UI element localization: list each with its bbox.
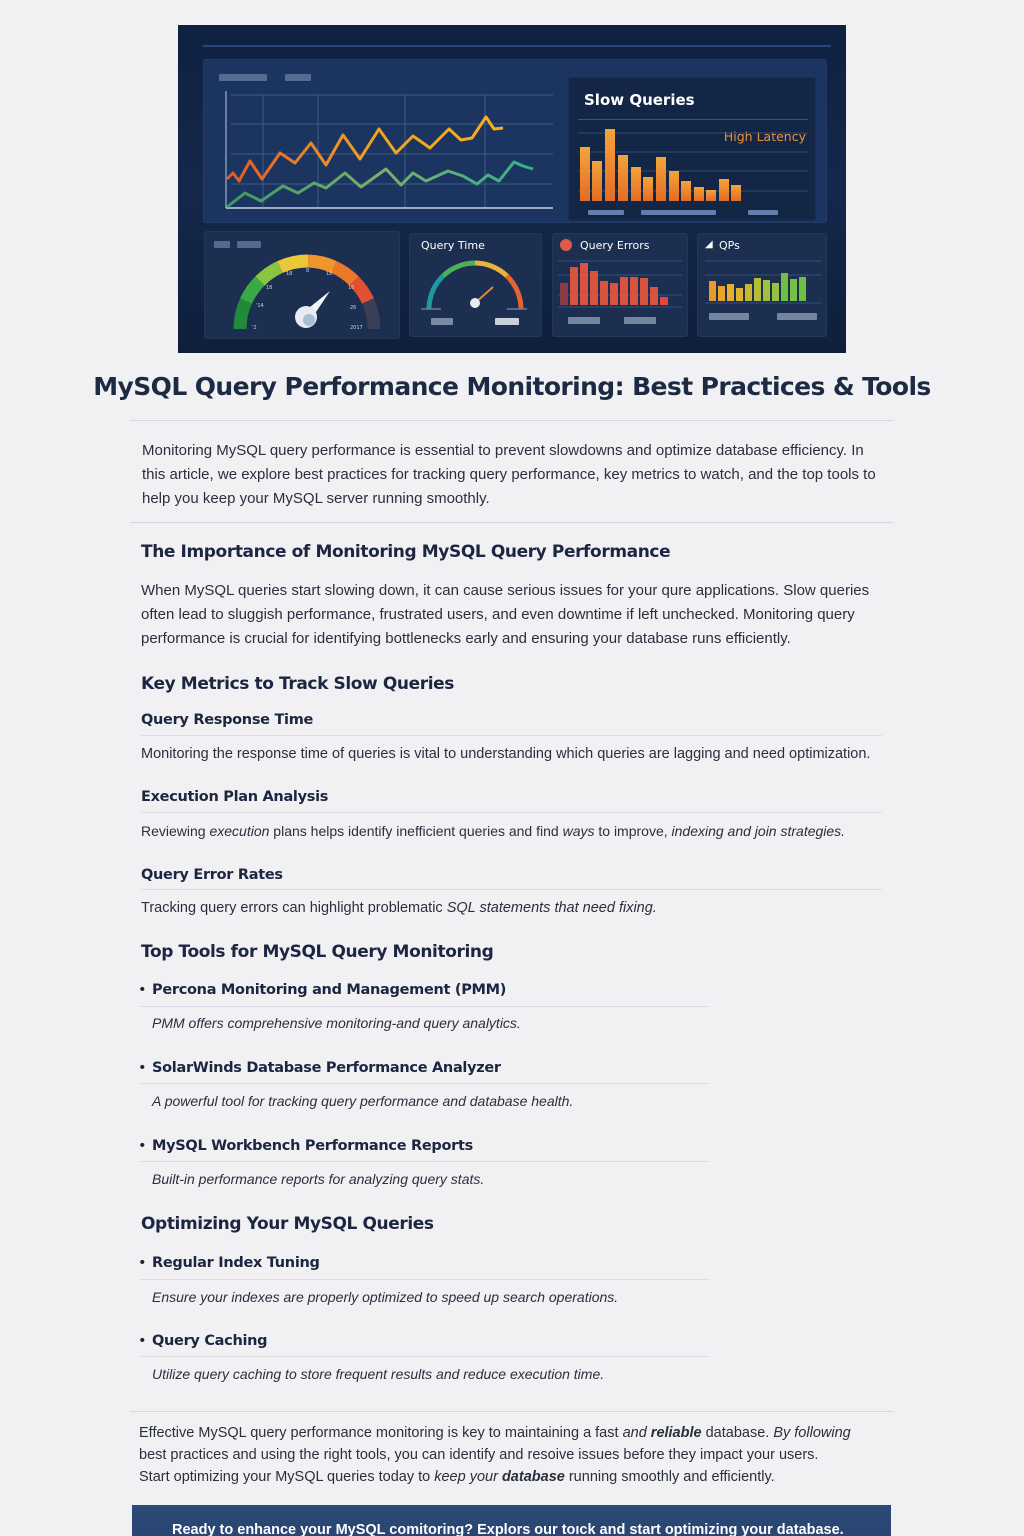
query-errors-title: Query Errors [580,239,650,252]
qps-panel [697,233,827,337]
placeholder-label [219,74,267,81]
query-errors-panel [552,233,688,337]
importance-paragraph: When MySQL queries start slowing down, it can cause serious issues for your qure applications. Slow queries often lead to sluggish performance, frustrated users, and even downtime if left unchecked. Monitoring query performance is crucial for identifying bottlenecks early and ensuring your database runs efficiently. [141,582,870,647]
divider [140,1279,710,1280]
svg-text:26: 26 [350,305,357,311]
svg-text:18: 18 [266,285,273,291]
slow-queries-title: Slow Queries [584,91,695,109]
svg-text:2017: 2017 [350,325,363,331]
svg-text:18: 18 [286,271,293,277]
svg-text:8: 8 [306,268,310,274]
intro-paragraph: Monitoring MySQL query performance is essential to prevent slowdowns and optimize database efficiency. In this article, we explore best practices for tracking query performance, key metrics to watch, and the top tools to help you keep your MySQL server running smoothly. [142,442,876,507]
divider [140,1083,710,1084]
metric-body-error-rates: Tracking query errors can highlight problematic SQL statements that need fixing. [141,900,657,916]
placeholder-label [624,317,656,324]
query-time-gauge [419,259,531,315]
divider [141,735,882,736]
section-heading-metrics: Key Metrics to Track Slow Queries [141,674,455,694]
tool-item-solarwinds: • SolarWinds Database Performance Analyzer [138,1060,501,1076]
gauge-panel [204,231,400,339]
cta-banner[interactable] [132,1505,891,1536]
metric-body-execution-plan: Reviewing execution plans helps identify inefficient queries and find ways to improve, indexing and join strategies. [141,823,846,839]
placeholder-label [431,318,453,325]
query-time-title: Query Time [421,239,485,252]
qps-gauge-icon: ◢ [705,239,713,250]
placeholder-label [495,318,519,325]
svg-text:16: 16 [348,285,355,291]
tool-desc-pmm: PMM offers comprehensive monitoring-and query analytics. [152,1015,521,1031]
query-errors-bar-chart [558,259,682,309]
divider [140,1356,710,1357]
optimize-item-query-caching: • Query Caching [138,1333,268,1349]
metric-title-error-rates: Query Error Rates [141,867,283,883]
main-chart-panel [203,59,827,223]
line-chart [223,87,555,211]
divider [141,889,882,890]
high-latency-label: High Latency [723,129,806,144]
tool-desc-solarwinds: A powerful tool for tracking query performance and database health. [152,1093,574,1109]
qps-title: QPs [719,239,740,252]
divider [140,1006,710,1007]
optimize-desc-query-caching: Utilize query caching to store frequent results and reduce execution time. [152,1366,605,1382]
qps-bar-chart [705,259,821,309]
article-title: MySQL Query Performance Monitoring: Best Practices & Tools [93,372,931,401]
metric-title-execution-plan: Execution Plan Analysis [141,789,329,805]
divider [578,119,808,120]
placeholder-label [214,241,230,248]
optimize-desc-index-tuning: Ensure your indexes are properly optimized to speed up search operations. [152,1289,619,1305]
svg-text:'2: '2 [252,325,257,331]
section-heading-optimizing: Optimizing Your MySQL Queries [141,1214,434,1234]
placeholder-label [568,317,600,324]
cta-text[interactable]: Ready to enhance your MySQL comitoring? Explors our toıck and start optimizing your database. [172,1522,844,1536]
metric-title-response-time: Query Response Time [141,712,314,728]
tool-desc-workbench: Built-in performance reports for analyzing query stats. [152,1171,485,1187]
section-heading-tools: Top Tools for MySQL Query Monitoring [141,942,494,962]
placeholder-label [709,313,749,320]
tool-item-workbench: • MySQL Workbench Performance Reports [138,1138,473,1154]
conclusion-paragraph: Effective MySQL query performance monitoring is key to maintaining a fast and reliable database. By following best practices and using the right tools, you can identify and resoive issues before they impact your users. Start optimizing your MySQL queries today to keep your database running smoothly and efficiently. [139,1425,851,1485]
divider [140,1161,710,1162]
divider [203,45,831,47]
optimize-item-index-tuning: • Regular Index Tuning [138,1255,320,1271]
svg-text:18: 18 [326,271,333,277]
placeholder-label [748,210,778,215]
placeholder-label [777,313,817,320]
divider [141,812,882,813]
metric-body-response-time: Monitoring the response time of queries is vital to understanding which queries are lagging and need optimization. [141,746,871,762]
error-dot-icon [560,239,572,251]
slow-queries-panel [568,77,816,221]
divider [130,1411,893,1412]
hero-dashboard-image [178,25,846,353]
speedometer-gauge [230,245,380,335]
placeholder-label [285,74,311,81]
placeholder-label [588,210,624,215]
divider [130,522,893,523]
svg-text:'14: '14 [256,303,264,309]
tool-item-pmm: • Percona Monitoring and Management (PMM) [138,982,507,998]
divider [130,420,893,421]
query-time-panel [409,233,542,337]
section-heading-importance: The Importance of Monitoring MySQL Query Performance [141,542,671,562]
placeholder-label [641,210,716,215]
slow-queries-bar-chart [578,129,808,219]
